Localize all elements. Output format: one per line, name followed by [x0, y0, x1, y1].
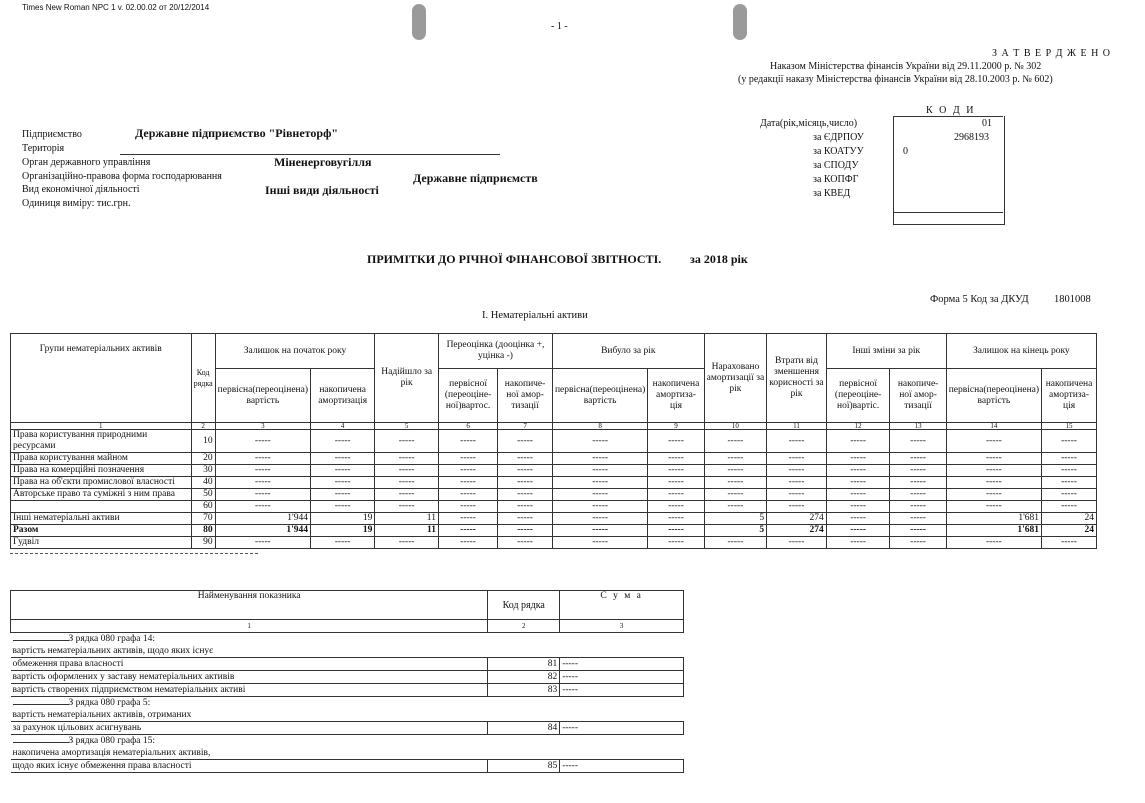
cell-value: ----- — [890, 465, 946, 477]
row-name: Права користування природними ресурсами — [11, 430, 192, 453]
cell-value: ----- — [552, 513, 647, 525]
cell-value: 11 — [375, 513, 439, 525]
cell-value: ----- — [946, 501, 1041, 513]
cell-value: ----- — [1042, 430, 1097, 453]
hdr-received: Надійшло за рік — [375, 334, 439, 423]
gov-body-label: Орган державного управління — [22, 157, 151, 168]
cell-value: ----- — [767, 465, 827, 477]
cell-value: ----- — [498, 489, 553, 501]
cell-value: 274 — [767, 513, 827, 525]
cell-value: ----- — [826, 453, 890, 465]
hdr-end: Залишок на кінець року — [946, 334, 1096, 369]
activity-label: Вид економічної діяльності — [22, 184, 140, 195]
cell-value: ----- — [215, 430, 310, 453]
colnum-2: 2 — [191, 423, 215, 430]
colnum-5: 5 — [375, 423, 439, 430]
row-name — [11, 501, 192, 513]
group-col14: З рядка 080 графа 14: — [11, 633, 488, 646]
cell-value: ----- — [498, 465, 553, 477]
colnum-15: 15 — [1042, 423, 1097, 430]
cell-value: ----- — [215, 477, 310, 489]
cell-value: ----- — [767, 453, 827, 465]
hdr-start: Залишок на початок року — [215, 334, 375, 369]
form-label: Форма 5 Код за ДКУД — [930, 294, 1029, 305]
cell-value: 274 — [767, 525, 827, 537]
unit-label: Одиниця виміру: тис.грн. — [22, 198, 131, 209]
colnum-1: 1 — [11, 423, 192, 430]
hdr-end-initial: первісна(переоцінена) вартість — [946, 369, 1041, 423]
hdr-disp-amort: накопичена амортиза-ція — [648, 369, 704, 423]
cell-value: 24 — [1042, 513, 1097, 525]
cell-value: ----- — [946, 465, 1041, 477]
row81-sum: ----- — [560, 658, 684, 671]
legal-form-value: Державне підприємств — [413, 171, 538, 185]
cell-value: ----- — [1042, 453, 1097, 465]
cell-value: ----- — [648, 501, 704, 513]
colnum-6: 6 — [438, 423, 497, 430]
row85-code: 85 — [488, 760, 560, 773]
indicators-table — [10, 590, 684, 773]
hdr-code: Код рядка — [191, 334, 215, 423]
cell-value: ----- — [215, 489, 310, 501]
koatuu-value: 0 — [903, 146, 908, 157]
row-name: Авторське право та суміжні з ним права — [11, 489, 192, 501]
cell-value: ----- — [375, 489, 439, 501]
colnum-14: 14 — [946, 423, 1041, 430]
cell-value: 5 — [704, 513, 767, 525]
row84-code: 84 — [488, 722, 560, 735]
cell-value: ----- — [890, 501, 946, 513]
cell-value: ----- — [498, 430, 553, 453]
row81-label-a: вартість нематеріальних активів, щодо яких існує — [12, 645, 214, 656]
colnum-10: 10 — [704, 423, 767, 430]
cell-value: ----- — [1042, 501, 1097, 513]
cell-value: ----- — [890, 537, 946, 549]
cell-value: ----- — [767, 537, 827, 549]
row81-label-b: обмеження права власності — [11, 658, 488, 671]
kopfg-label: за КОПФГ — [813, 174, 859, 185]
row-code: 60 — [191, 501, 215, 513]
cell-value: ----- — [946, 537, 1041, 549]
cell-value: ----- — [704, 501, 767, 513]
form-code: 1801008 — [1054, 294, 1091, 305]
cell-value: ----- — [438, 537, 497, 549]
table-row — [11, 537, 1097, 549]
cell-value: ----- — [375, 430, 439, 453]
hdr-disposed: Вибуло за рік — [552, 334, 704, 369]
cell-value: ----- — [498, 477, 553, 489]
cell-value: ----- — [438, 430, 497, 453]
cell-value: ----- — [704, 537, 767, 549]
approved-line2: (у редакції наказу Міністерства фінансів України від 28.10.2003 р. № 602) — [738, 74, 1053, 85]
cell-value: ----- — [215, 501, 310, 513]
row82-label: вартість оформлених у заставу нематеріальних активів — [11, 671, 488, 684]
cell-value: ----- — [311, 430, 375, 453]
group-col5: З рядка 080 графа 5: — [11, 697, 488, 710]
cell-value: ----- — [890, 513, 946, 525]
cell-value: ----- — [311, 453, 375, 465]
territory-label: Територія — [22, 143, 65, 154]
cell-value: ----- — [1042, 537, 1097, 549]
cell-value: ----- — [826, 465, 890, 477]
date-label: Дата(рік,місяць,число) — [760, 118, 858, 129]
row-name: Права на комерційні позначення — [11, 465, 192, 477]
row85-label-a: накопичена амортизація нематеріальних активів, — [12, 747, 211, 758]
row81-code: 81 — [488, 658, 560, 671]
cell-value: ----- — [438, 489, 497, 501]
cell-value: ----- — [890, 430, 946, 453]
cell-value: ----- — [826, 501, 890, 513]
colnum-13: 13 — [890, 423, 946, 430]
row-name: Гудвіл — [11, 537, 192, 549]
cell-value: ----- — [767, 489, 827, 501]
row82-code: 82 — [488, 671, 560, 684]
cell-value: ----- — [946, 489, 1041, 501]
hdr-start-amort: накопичена амортизація — [311, 369, 375, 423]
row-code: 40 — [191, 477, 215, 489]
colnum-1: 1 — [11, 620, 488, 633]
cell-value: ----- — [375, 537, 439, 549]
approved-title: З А Т В Е Р Д Ж Е Н О — [992, 48, 1112, 59]
hdr-indicator-name: Найменування показника — [11, 591, 488, 620]
cell-value: ----- — [890, 477, 946, 489]
cell-value: ----- — [826, 477, 890, 489]
cell-value: ----- — [552, 465, 647, 477]
row-name: Разом — [11, 525, 192, 537]
enterprise-value: Державне підприємство "Рівнеторф" — [135, 126, 339, 140]
cell-value: ----- — [890, 489, 946, 501]
cell-value: ----- — [498, 513, 553, 525]
row83-label: вартість створених підприємством нематеріальних активі — [11, 684, 488, 697]
colnum-2: 2 — [488, 620, 560, 633]
cell-value: ----- — [498, 501, 553, 513]
cell-value: 1'944 — [215, 525, 310, 537]
cell-value: ----- — [215, 453, 310, 465]
row84-label-a: вартість нематеріальних активів, отриманих — [12, 709, 192, 720]
hdr-other-amort: накопиче-ної амор-тизації — [890, 369, 946, 423]
cell-value: 19 — [311, 513, 375, 525]
cell-value: ----- — [552, 430, 647, 453]
colnum-11: 11 — [767, 423, 827, 430]
cell-value: ----- — [826, 513, 890, 525]
row-code: 50 — [191, 489, 215, 501]
cell-value: ----- — [946, 430, 1041, 453]
cell-value: ----- — [890, 453, 946, 465]
cell-value: ----- — [1042, 489, 1097, 501]
report-title: ПРИМІТКИ ДО РІЧНОЇ ФІНАНСОВОЇ ЗВІТНОСТІ. — [367, 252, 662, 266]
row83-sum: ----- — [560, 684, 684, 697]
colnum-3: 3 — [215, 423, 310, 430]
colnum-7: 7 — [498, 423, 553, 430]
cell-value: ----- — [552, 525, 647, 537]
cell-value: ----- — [704, 465, 767, 477]
spodu-label: за СПОДУ — [813, 160, 859, 171]
cell-value: ----- — [215, 465, 310, 477]
approved-line1: Наказом Міністерства фінансів України від 29.11.2000 р. № 302 — [770, 61, 1042, 72]
row-code: 10 — [191, 430, 215, 453]
cell-value: 19 — [311, 525, 375, 537]
table-row — [11, 513, 1097, 525]
hdr-accrued: Нараховано амортизації за рік — [704, 334, 767, 423]
enterprise-label: Підприємство — [22, 129, 82, 140]
hdr-end-amort: накопичена амортиза-ція — [1042, 369, 1097, 423]
colnum-4: 4 — [311, 423, 375, 430]
cell-value: ----- — [311, 537, 375, 549]
colnum-12: 12 — [826, 423, 890, 430]
cell-value: 11 — [375, 525, 439, 537]
hdr-start-initial: первісна(переоцінена) вартість — [215, 369, 310, 423]
cell-value: ----- — [552, 537, 647, 549]
row-code: 90 — [191, 537, 215, 549]
cell-value: ----- — [826, 525, 890, 537]
cell-value: ----- — [375, 477, 439, 489]
cell-value: ----- — [438, 477, 497, 489]
punch-hole-right — [733, 4, 747, 40]
cell-value: ----- — [767, 477, 827, 489]
row-code: 20 — [191, 453, 215, 465]
codes-title: К О Д И — [926, 105, 976, 116]
cell-value: ----- — [311, 501, 375, 513]
cell-value: ----- — [498, 525, 553, 537]
table-end-dashes — [10, 553, 258, 554]
cell-value: ----- — [648, 465, 704, 477]
hdr-indicator-sum: С у м а — [560, 591, 684, 620]
row-code: 80 — [191, 525, 215, 537]
cell-value: ----- — [826, 489, 890, 501]
cell-value: ----- — [552, 477, 647, 489]
row-name: Інші нематеріальні активи — [11, 513, 192, 525]
cell-value: ----- — [552, 501, 647, 513]
hdr-disp-initial: первісна(переоцінена) вартість — [552, 369, 647, 423]
hdr-indicator-code: Код рядка — [488, 591, 560, 620]
colnum-9: 9 — [648, 423, 704, 430]
cell-value: ----- — [438, 465, 497, 477]
cell-value: ----- — [826, 430, 890, 453]
cell-value: 24 — [1042, 525, 1097, 537]
page-number: - 1 - — [551, 21, 568, 32]
hdr-reval: Переоцінка (дооцінка +, уцінка -) — [438, 334, 552, 369]
cell-value: ----- — [767, 430, 827, 453]
colnum-8: 8 — [552, 423, 647, 430]
cell-value: ----- — [375, 501, 439, 513]
cell-value: ----- — [438, 501, 497, 513]
cell-value: ----- — [438, 453, 497, 465]
intangible-assets-table — [10, 333, 1097, 549]
cell-value: ----- — [648, 525, 704, 537]
group-col15: З рядка 080 графа 15: — [11, 735, 488, 748]
table-row — [11, 489, 1097, 501]
cell-value: ----- — [704, 453, 767, 465]
row85-sum: ----- — [560, 760, 684, 773]
cell-value: ----- — [1042, 465, 1097, 477]
cell-value: 5 — [704, 525, 767, 537]
legal-form-label: Організаційно-правова форма господарювання — [22, 171, 222, 182]
cell-value: 1'944 — [215, 513, 310, 525]
colnum-3: 3 — [560, 620, 684, 633]
row82-sum: ----- — [560, 671, 684, 684]
hdr-other: Інші зміни за рік — [826, 334, 946, 369]
cell-value: ----- — [648, 513, 704, 525]
form-version: Times New Roman NPC 1 v. 02.00.02 от 20/12/2014 — [22, 3, 210, 12]
row-name: Права користування майном — [11, 453, 192, 465]
row-code: 70 — [191, 513, 215, 525]
row-code: 30 — [191, 465, 215, 477]
cell-value: ----- — [648, 453, 704, 465]
cell-value: ----- — [311, 477, 375, 489]
cell-value: ----- — [311, 489, 375, 501]
edrpou-label: за ЄДРПОУ — [813, 132, 864, 143]
kved-label: за КВЕД — [813, 188, 851, 199]
cell-value: ----- — [890, 525, 946, 537]
cell-value: ----- — [552, 489, 647, 501]
koatuu-label: за КОАТУУ — [813, 146, 864, 157]
punch-hole-left — [412, 4, 426, 40]
table-row — [11, 501, 1097, 513]
cell-value: ----- — [767, 501, 827, 513]
cell-value: ----- — [552, 453, 647, 465]
table-row — [11, 430, 1097, 453]
cell-value: ----- — [648, 489, 704, 501]
cell-value: ----- — [704, 430, 767, 453]
report-year: за 2018 рік — [690, 252, 748, 266]
hdr-other-initial: первісної (переоціне-ної)вартіс. — [826, 369, 890, 423]
cell-value: ----- — [946, 453, 1041, 465]
cell-value: ----- — [215, 537, 310, 549]
cell-value: ----- — [648, 537, 704, 549]
table-row — [11, 453, 1097, 465]
cell-value: ----- — [704, 477, 767, 489]
hdr-impair: Втрати від зменшення корисності за рік — [767, 334, 827, 423]
cell-value: ----- — [438, 513, 497, 525]
cell-value: ----- — [311, 465, 375, 477]
cell-value: ----- — [648, 477, 704, 489]
cell-value: ----- — [1042, 477, 1097, 489]
cell-value: ----- — [498, 537, 553, 549]
row84-label-b: за рахунок цільових асигнувань — [11, 722, 488, 735]
hdr-groups: Групи нематеріальних активів — [11, 334, 192, 423]
row85-label-b: щодо яких існує обмеження права власності — [11, 760, 488, 773]
cell-value: ----- — [375, 465, 439, 477]
section-title: І. Нематеріальні активи — [482, 310, 588, 321]
table-row — [11, 525, 1097, 537]
date-value: 01 — [982, 118, 992, 129]
cell-value: ----- — [438, 525, 497, 537]
row84-sum: ----- — [560, 722, 684, 735]
table-row — [11, 465, 1097, 477]
cell-value: ----- — [826, 537, 890, 549]
cell-value: ----- — [648, 430, 704, 453]
row-name: Права на об'єкти промислової власності — [11, 477, 192, 489]
row83-code: 83 — [488, 684, 560, 697]
cell-value: ----- — [498, 453, 553, 465]
cell-value: ----- — [704, 489, 767, 501]
hdr-reval-initial: первісної (переоціне-ної)вартос. — [438, 369, 497, 423]
cell-value: 1'681 — [946, 525, 1041, 537]
hdr-reval-amort: накопиче-ної амор-тизації — [498, 369, 553, 423]
table-row — [11, 477, 1097, 489]
edrpou-value: 2968193 — [954, 132, 989, 143]
cell-value: ----- — [375, 453, 439, 465]
cell-value: ----- — [946, 477, 1041, 489]
cell-value: 1'681 — [946, 513, 1041, 525]
gov-body-value: Міненерговугілля — [274, 155, 372, 169]
activity-value: Інші види діяльності — [265, 183, 379, 197]
